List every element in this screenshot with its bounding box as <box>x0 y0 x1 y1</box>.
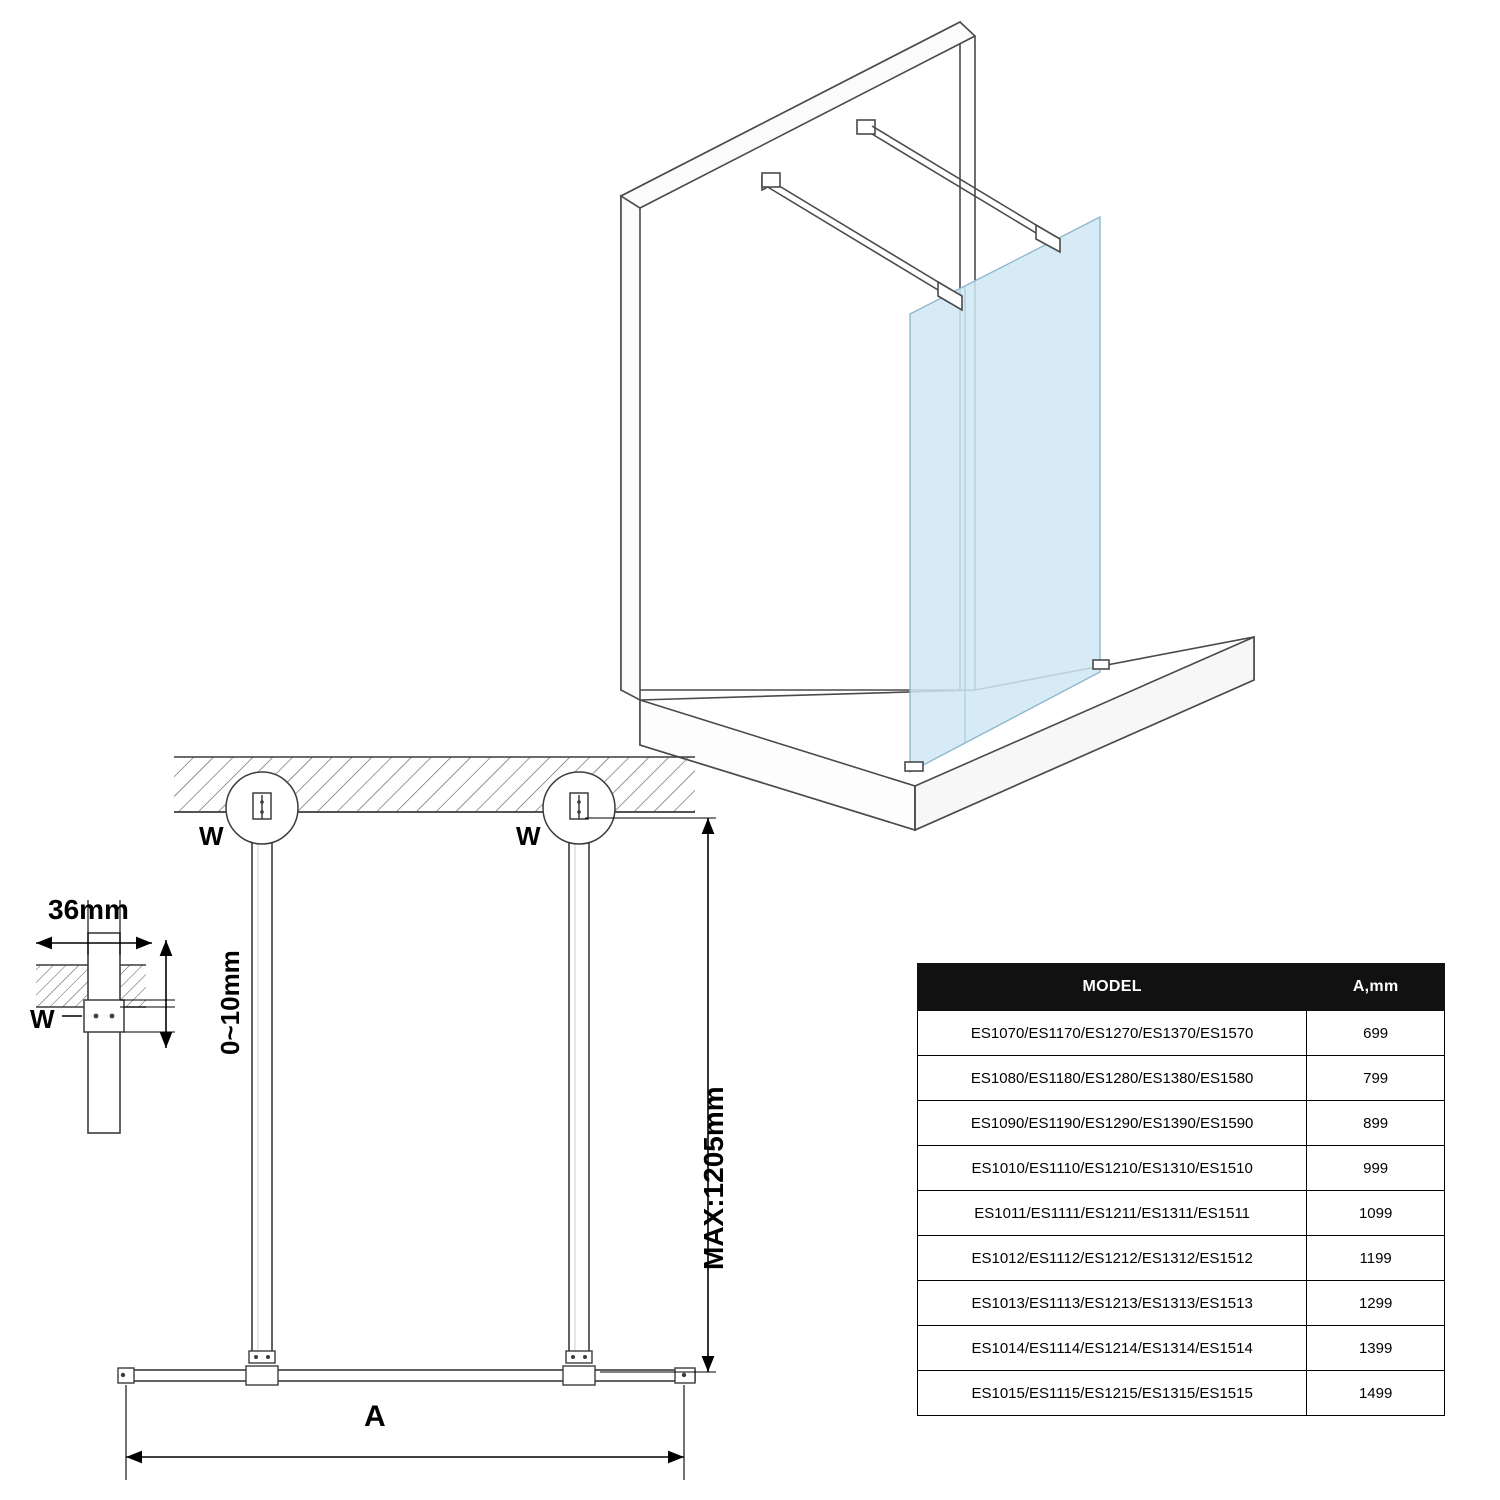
cell-a: 1299 <box>1307 1281 1445 1326</box>
cell-a: 1399 <box>1307 1326 1445 1371</box>
cell-model: ES1011/ES1111/ES1211/ES1311/ES1511 <box>918 1191 1307 1236</box>
bracket-callout-right <box>543 772 615 844</box>
width-label: A <box>364 1400 386 1433</box>
height-dimension <box>585 818 716 1372</box>
table-row <box>918 1146 1445 1191</box>
cell-a: 699 <box>1307 1011 1445 1056</box>
bracket-label-left: W <box>199 821 224 851</box>
cell-a: 899 <box>1307 1101 1445 1146</box>
cell-a: 799 <box>1307 1056 1445 1101</box>
bracket-detail-view <box>36 900 175 1133</box>
cell-a: 1499 <box>1307 1371 1445 1416</box>
max-height-label: MAX:1205mm <box>698 1086 729 1270</box>
bottom-rail <box>118 1366 695 1385</box>
vertical-post-right <box>566 812 592 1363</box>
cell-model: ES1015/ES1115/ES1215/ES1315/ES1515 <box>918 1371 1307 1416</box>
width-dimension <box>126 1385 684 1480</box>
cell-a: 999 <box>1307 1146 1445 1191</box>
cell-a: 1199 <box>1307 1236 1445 1281</box>
cell-model: ES1080/ES1180/ES1280/ES1380/ES1580 <box>918 1056 1307 1101</box>
front-elevation-view <box>118 757 716 1480</box>
isometric-view <box>621 22 1254 830</box>
bracket-label-detail: W <box>30 1004 55 1034</box>
cell-model: ES1014/ES1114/ES1214/ES1314/ES1514 <box>918 1326 1307 1371</box>
table-body <box>918 1011 1445 1416</box>
table-row <box>918 1011 1445 1056</box>
cell-model: ES1090/ES1190/ES1290/ES1390/ES1590 <box>918 1101 1307 1146</box>
table-row <box>918 1236 1445 1281</box>
detail-gap-label: 0~10mm <box>215 950 245 1055</box>
cell-a: 1099 <box>1307 1191 1445 1236</box>
cell-model: ES1012/ES1112/ES1212/ES1312/ES1512 <box>918 1236 1307 1281</box>
table-row <box>918 1281 1445 1326</box>
model-spec-table <box>917 963 1445 1416</box>
vertical-post-left <box>249 812 275 1363</box>
table-row <box>918 1056 1445 1101</box>
table-header-row <box>918 964 1445 1011</box>
cell-model: ES1010/ES1110/ES1210/ES1310/ES1510 <box>918 1146 1307 1191</box>
table-row <box>918 1371 1445 1416</box>
bracket-callout-left <box>226 772 298 844</box>
table-row <box>918 1101 1445 1146</box>
bracket-label-right: W <box>516 821 541 851</box>
cell-model: ES1070/ES1170/ES1270/ES1370/ES1570 <box>918 1011 1307 1056</box>
table-header-model: MODEL <box>918 964 1307 1011</box>
cell-model: ES1013/ES1113/ES1213/ES1313/ES1513 <box>918 1281 1307 1326</box>
detail-width-label: 36mm <box>48 894 129 925</box>
table-row <box>918 1191 1445 1236</box>
table-header-a: A,mm <box>1307 964 1445 1011</box>
table-row <box>918 1326 1445 1371</box>
